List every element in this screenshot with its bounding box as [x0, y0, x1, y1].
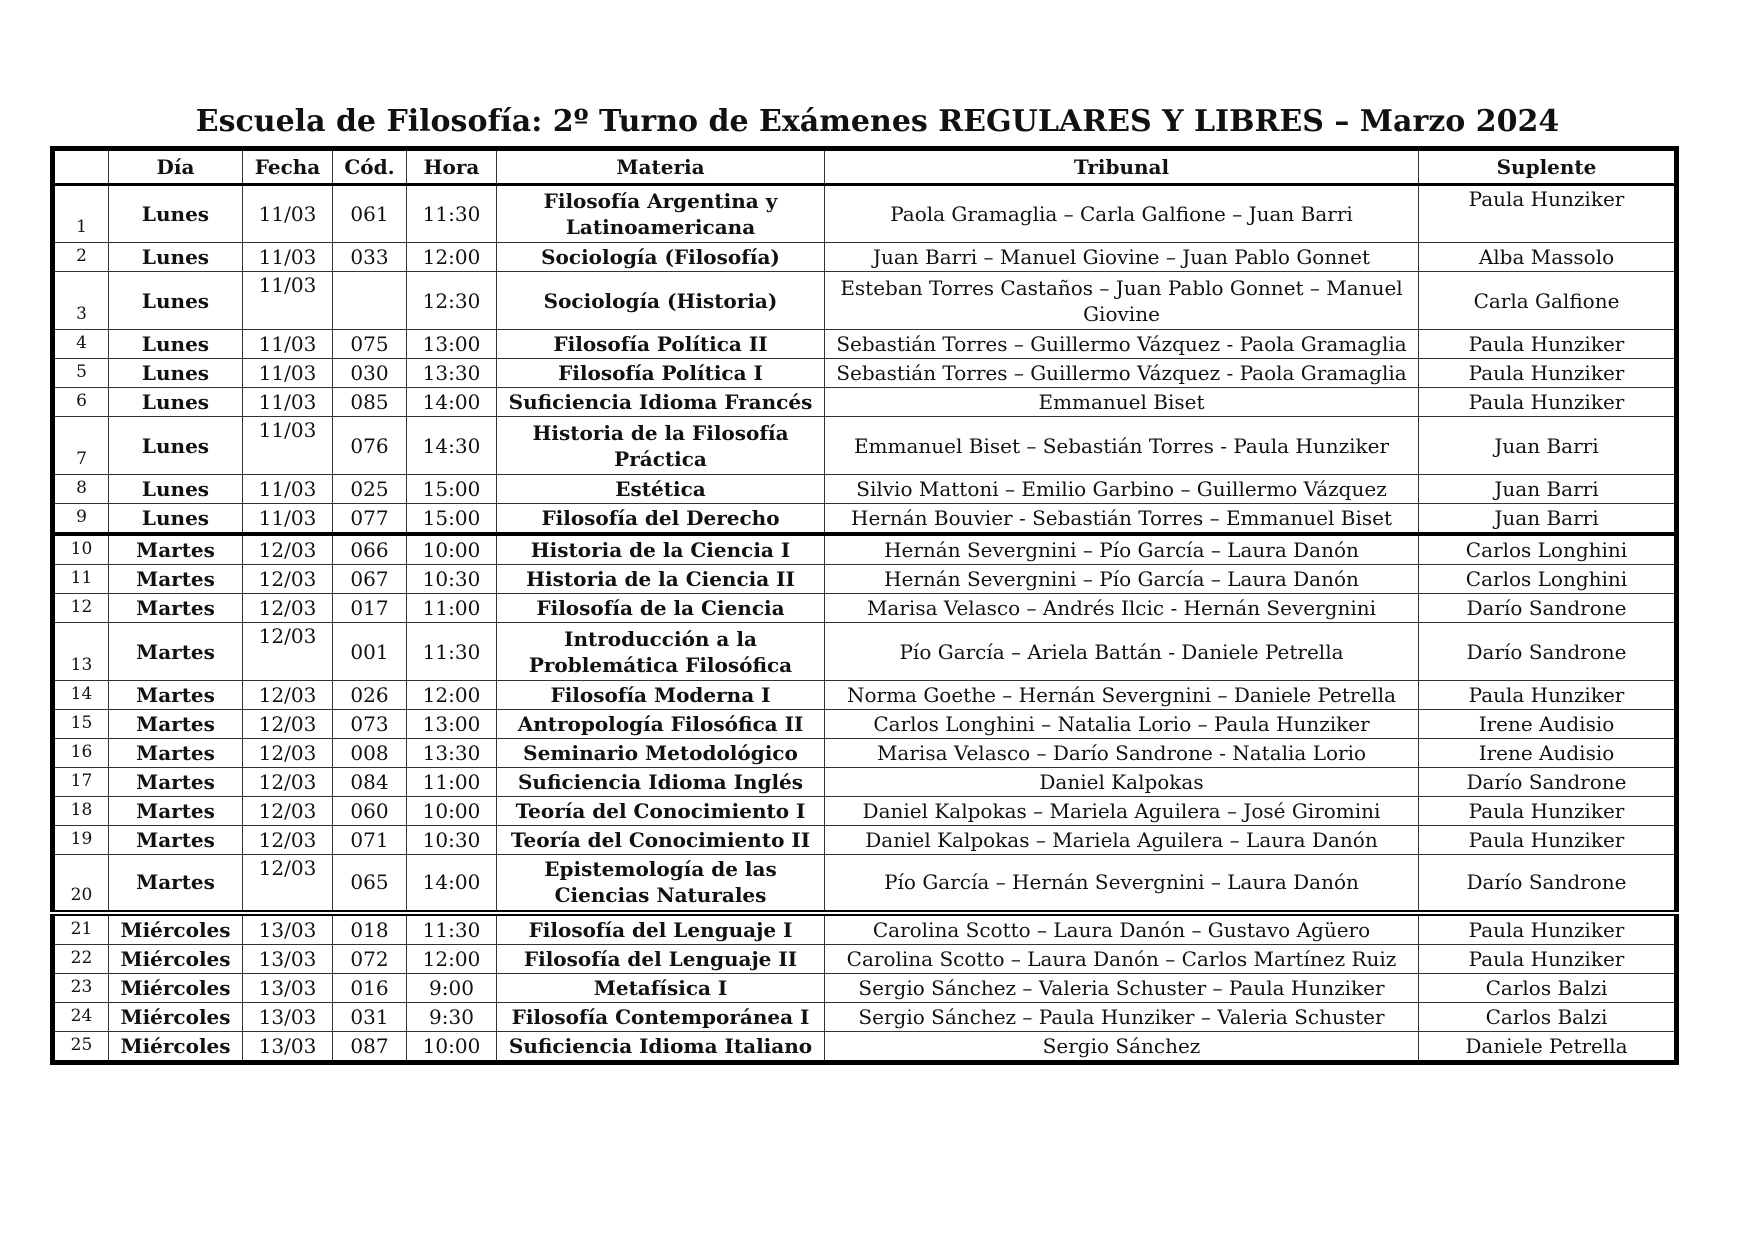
row-cod: 075 [333, 330, 407, 359]
row-tribunal: Emmanuel Biset – Sebastián Torres - Paula Hunziker [825, 417, 1419, 475]
row-hora: 12:00 [407, 243, 497, 272]
row-number: 15 [53, 710, 109, 739]
row-tribunal: Hernán Bouvier - Sebastián Torres – Emmanuel Biset [825, 504, 1419, 535]
row-number: 23 [53, 973, 109, 1002]
row-number: 5 [53, 359, 109, 388]
row-suplente: Paula Hunziker [1419, 681, 1677, 710]
row-number: 8 [53, 475, 109, 504]
row-suplente: Paula Hunziker [1419, 359, 1677, 388]
row-suplente: Juan Barri [1419, 417, 1677, 475]
row-number: 20 [53, 855, 109, 913]
row-dia: Lunes [109, 272, 243, 330]
row-tribunal: Silvio Mattoni – Emilio Garbino – Guillermo Vázquez [825, 475, 1419, 504]
row-suplente: Irene Audisio [1419, 739, 1677, 768]
row-fecha: 11/03 [243, 417, 333, 475]
row-number: 1 [53, 185, 109, 243]
row-suplente: Paula Hunziker [1419, 913, 1677, 945]
row-tribunal: Sergio Sánchez – Valeria Schuster – Paula Hunziker [825, 973, 1419, 1002]
row-hora: 11:30 [407, 623, 497, 681]
row-dia: Martes [109, 710, 243, 739]
row-cod: 072 [333, 944, 407, 973]
row-materia: Filosofía de la Ciencia [497, 594, 825, 623]
row-materia: Filosofía Política II [497, 330, 825, 359]
row-materia: Seminario Metodológico [497, 739, 825, 768]
row-number: 17 [53, 768, 109, 797]
header-cod: Cód. [333, 149, 407, 185]
row-materia: Suficiencia Idioma Italiano [497, 1031, 825, 1062]
row-dia: Lunes [109, 185, 243, 243]
row-fecha: 12/03 [243, 565, 333, 594]
row-dia: Lunes [109, 475, 243, 504]
row-hora: 10:00 [407, 1031, 497, 1062]
exam-schedule-table [50, 146, 1679, 1065]
row-tribunal: Sebastián Torres – Guillermo Vázquez - Paola Gramaglia [825, 330, 1419, 359]
row-tribunal: Norma Goethe – Hernán Severgnini – Daniele Petrella [825, 681, 1419, 710]
table-row [53, 594, 1677, 623]
row-number: 19 [53, 826, 109, 855]
row-dia: Lunes [109, 330, 243, 359]
row-cod: 017 [333, 594, 407, 623]
row-number: 18 [53, 797, 109, 826]
row-suplente: Paula Hunziker [1419, 944, 1677, 973]
row-suplente: Irene Audisio [1419, 710, 1677, 739]
row-suplente: Paula Hunziker [1419, 330, 1677, 359]
row-tribunal: Daniel Kalpokas [825, 768, 1419, 797]
header-materia: Materia [497, 149, 825, 185]
row-cod: 061 [333, 185, 407, 243]
row-fecha: 13/03 [243, 973, 333, 1002]
row-cod: 060 [333, 797, 407, 826]
row-hora: 13:30 [407, 359, 497, 388]
row-fecha: 11/03 [243, 359, 333, 388]
row-number: 11 [53, 565, 109, 594]
row-materia: Suficiencia Idioma Inglés [497, 768, 825, 797]
row-hora: 13:00 [407, 330, 497, 359]
row-suplente: Carlos Longhini [1419, 565, 1677, 594]
row-number: 25 [53, 1031, 109, 1062]
row-cod: 085 [333, 388, 407, 417]
row-suplente: Darío Sandrone [1419, 623, 1677, 681]
row-tribunal: Pío García – Ariela Battán - Daniele Petrella [825, 623, 1419, 681]
row-hora: 14:30 [407, 417, 497, 475]
row-fecha: 12/03 [243, 826, 333, 855]
row-fecha: 11/03 [243, 504, 333, 535]
table-row [53, 1002, 1677, 1031]
header-tribunal: Tribunal [825, 149, 1419, 185]
header-hora: Hora [407, 149, 497, 185]
row-number: 24 [53, 1002, 109, 1031]
row-fecha: 13/03 [243, 944, 333, 973]
table-row [53, 330, 1677, 359]
table-row [53, 973, 1677, 1002]
row-hora: 9:00 [407, 973, 497, 1002]
row-cod: 071 [333, 826, 407, 855]
row-number: 10 [53, 534, 109, 565]
row-dia: Lunes [109, 388, 243, 417]
table-row [53, 565, 1677, 594]
table-row [53, 272, 1677, 330]
table-row [53, 855, 1677, 913]
row-tribunal: Emmanuel Biset [825, 388, 1419, 417]
row-dia: Lunes [109, 504, 243, 535]
row-suplente: Carlos Longhini [1419, 534, 1677, 565]
row-suplente: Darío Sandrone [1419, 594, 1677, 623]
table-row [53, 359, 1677, 388]
row-fecha: 12/03 [243, 681, 333, 710]
row-tribunal: Daniel Kalpokas – Mariela Aguilera – José Giromini [825, 797, 1419, 826]
table-row [53, 768, 1677, 797]
row-materia: Filosofía Moderna I [497, 681, 825, 710]
header-row [53, 149, 1677, 185]
row-cod: 016 [333, 973, 407, 1002]
row-fecha: 13/03 [243, 913, 333, 945]
row-hora: 10:30 [407, 826, 497, 855]
row-number: 2 [53, 243, 109, 272]
row-dia: Miércoles [109, 944, 243, 973]
row-materia: Metafísica I [497, 973, 825, 1002]
row-cod: 008 [333, 739, 407, 768]
row-cod: 001 [333, 623, 407, 681]
row-cod: 065 [333, 855, 407, 913]
row-number: 14 [53, 681, 109, 710]
row-fecha: 11/03 [243, 475, 333, 504]
row-materia: Historia de la Filosofía Práctica [497, 417, 825, 475]
table-row [53, 710, 1677, 739]
row-tribunal: Hernán Severgnini – Pío García – Laura Danón [825, 565, 1419, 594]
row-hora: 10:00 [407, 534, 497, 565]
row-hora: 12:30 [407, 272, 497, 330]
table-row [53, 826, 1677, 855]
row-materia: Estética [497, 475, 825, 504]
table-body [53, 185, 1677, 1063]
row-materia: Sociología (Filosofía) [497, 243, 825, 272]
header-suplente: Suplente [1419, 149, 1677, 185]
row-cod: 066 [333, 534, 407, 565]
row-cod: 018 [333, 913, 407, 945]
row-dia: Martes [109, 681, 243, 710]
row-suplente: Darío Sandrone [1419, 768, 1677, 797]
row-dia: Miércoles [109, 1031, 243, 1062]
row-fecha: 12/03 [243, 855, 333, 913]
row-materia: Teoría del Conocimiento II [497, 826, 825, 855]
row-number: 4 [53, 330, 109, 359]
row-fecha: 12/03 [243, 739, 333, 768]
row-fecha: 12/03 [243, 534, 333, 565]
row-suplente: Alba Massolo [1419, 243, 1677, 272]
row-suplente: Carla Galfione [1419, 272, 1677, 330]
row-hora: 11:00 [407, 594, 497, 623]
row-number: 13 [53, 623, 109, 681]
row-suplente: Carlos Balzi [1419, 973, 1677, 1002]
row-dia: Martes [109, 855, 243, 913]
table-row [53, 243, 1677, 272]
row-hora: 12:00 [407, 944, 497, 973]
row-dia: Lunes [109, 243, 243, 272]
row-suplente: Daniele Petrella [1419, 1031, 1677, 1062]
row-materia: Filosofía del Lenguaje II [497, 944, 825, 973]
row-hora: 13:30 [407, 739, 497, 768]
table-row [53, 739, 1677, 768]
row-suplente: Juan Barri [1419, 475, 1677, 504]
row-tribunal: Marisa Velasco – Andrés Ilcic - Hernán Severgnini [825, 594, 1419, 623]
row-hora: 11:30 [407, 185, 497, 243]
row-hora: 10:30 [407, 565, 497, 594]
row-tribunal: Pío García – Hernán Severgnini – Laura Danón [825, 855, 1419, 913]
row-tribunal: Sebastián Torres – Guillermo Vázquez - Paola Gramaglia [825, 359, 1419, 388]
row-materia: Filosofía del Lenguaje I [497, 913, 825, 945]
row-suplente: Paula Hunziker [1419, 388, 1677, 417]
header-fecha: Fecha [243, 149, 333, 185]
row-suplente: Paula Hunziker [1419, 826, 1677, 855]
row-number: 22 [53, 944, 109, 973]
row-cod: 030 [333, 359, 407, 388]
row-hora: 15:00 [407, 504, 497, 535]
row-tribunal: Hernán Severgnini – Pío García – Laura Danón [825, 534, 1419, 565]
row-materia: Filosofía Argentina y Latinoamericana [497, 185, 825, 243]
row-dia: Martes [109, 594, 243, 623]
row-cod: 087 [333, 1031, 407, 1062]
row-materia: Filosofía Política I [497, 359, 825, 388]
row-tribunal: Marisa Velasco – Darío Sandrone - Natalia Lorio [825, 739, 1419, 768]
row-cod: 077 [333, 504, 407, 535]
row-number: 7 [53, 417, 109, 475]
row-cod: 026 [333, 681, 407, 710]
row-tribunal: Esteban Torres Castaños – Juan Pablo Gonnet – Manuel Giovine [825, 272, 1419, 330]
row-materia: Historia de la Ciencia II [497, 565, 825, 594]
row-fecha: 11/03 [243, 388, 333, 417]
row-number: 6 [53, 388, 109, 417]
row-suplente: Darío Sandrone [1419, 855, 1677, 913]
row-hora: 9:30 [407, 1002, 497, 1031]
row-hora: 10:00 [407, 797, 497, 826]
row-materia: Epistemología de las Ciencias Naturales [497, 855, 825, 913]
header-number [53, 149, 109, 185]
row-dia: Martes [109, 797, 243, 826]
row-dia: Lunes [109, 359, 243, 388]
row-number: 21 [53, 913, 109, 945]
table-row [53, 475, 1677, 504]
table-row [53, 388, 1677, 417]
row-cod [333, 272, 407, 330]
row-suplente: Paula Hunziker [1419, 797, 1677, 826]
table-row [53, 681, 1677, 710]
table-row [53, 534, 1677, 565]
row-number: 12 [53, 594, 109, 623]
table-row [53, 944, 1677, 973]
row-fecha: 13/03 [243, 1031, 333, 1062]
row-materia: Antropología Filosófica II [497, 710, 825, 739]
row-suplente: Juan Barri [1419, 504, 1677, 535]
table-row [53, 1031, 1677, 1062]
row-dia: Martes [109, 623, 243, 681]
row-fecha: 12/03 [243, 710, 333, 739]
row-suplente: Carlos Balzi [1419, 1002, 1677, 1031]
row-dia: Martes [109, 565, 243, 594]
row-dia: Martes [109, 826, 243, 855]
row-dia: Miércoles [109, 1002, 243, 1031]
row-fecha: 11/03 [243, 185, 333, 243]
row-dia: Martes [109, 768, 243, 797]
row-fecha: 12/03 [243, 594, 333, 623]
row-tribunal: Sergio Sánchez [825, 1031, 1419, 1062]
header-dia: Día [109, 149, 243, 185]
row-number: 9 [53, 504, 109, 535]
table-row [53, 417, 1677, 475]
row-tribunal: Paola Gramaglia – Carla Galfione – Juan Barri [825, 185, 1419, 243]
row-hora: 11:00 [407, 768, 497, 797]
table-row [53, 185, 1677, 243]
row-cod: 031 [333, 1002, 407, 1031]
row-dia: Miércoles [109, 913, 243, 945]
row-fecha: 11/03 [243, 272, 333, 330]
row-fecha: 11/03 [243, 243, 333, 272]
row-dia: Lunes [109, 417, 243, 475]
row-dia: Miércoles [109, 973, 243, 1002]
row-fecha: 12/03 [243, 797, 333, 826]
row-hora: 12:00 [407, 681, 497, 710]
row-cod: 084 [333, 768, 407, 797]
row-fecha: 11/03 [243, 330, 333, 359]
table-row [53, 504, 1677, 535]
table-row [53, 913, 1677, 945]
table-row [53, 797, 1677, 826]
row-materia: Historia de la Ciencia I [497, 534, 825, 565]
page-title: Escuela de Filosofía: 2º Turno de Exámenes REGULARES Y LIBRES – Marzo 2024 [195, 104, 1560, 139]
row-number: 3 [53, 272, 109, 330]
row-cod: 067 [333, 565, 407, 594]
row-hora: 11:30 [407, 913, 497, 945]
row-number: 16 [53, 739, 109, 768]
row-hora: 15:00 [407, 475, 497, 504]
row-hora: 13:00 [407, 710, 497, 739]
row-tribunal: Carolina Scotto – Laura Danón – Gustavo Agüero [825, 913, 1419, 945]
row-tribunal: Daniel Kalpokas – Mariela Aguilera – Laura Danón [825, 826, 1419, 855]
row-cod: 033 [333, 243, 407, 272]
row-dia: Martes [109, 534, 243, 565]
row-materia: Filosofía del Derecho [497, 504, 825, 535]
row-materia: Sociología (Historia) [497, 272, 825, 330]
row-tribunal: Sergio Sánchez – Paula Hunziker – Valeria Schuster [825, 1002, 1419, 1031]
row-tribunal: Carolina Scotto – Laura Danón – Carlos Martínez Ruiz [825, 944, 1419, 973]
row-materia: Filosofía Contemporánea I [497, 1002, 825, 1031]
row-tribunal: Juan Barri – Manuel Giovine – Juan Pablo Gonnet [825, 243, 1419, 272]
row-cod: 073 [333, 710, 407, 739]
row-suplente: Paula Hunziker [1419, 185, 1677, 243]
row-hora: 14:00 [407, 388, 497, 417]
row-materia: Introducción a la Problemática Filosófica [497, 623, 825, 681]
table-row [53, 623, 1677, 681]
row-fecha: 12/03 [243, 623, 333, 681]
row-tribunal: Carlos Longhini – Natalia Lorio – Paula Hunziker [825, 710, 1419, 739]
row-cod: 076 [333, 417, 407, 475]
row-hora: 14:00 [407, 855, 497, 913]
row-materia: Teoría del Conocimiento I [497, 797, 825, 826]
row-fecha: 13/03 [243, 1002, 333, 1031]
row-materia: Suficiencia Idioma Francés [497, 388, 825, 417]
row-fecha: 12/03 [243, 768, 333, 797]
row-dia: Martes [109, 739, 243, 768]
row-cod: 025 [333, 475, 407, 504]
